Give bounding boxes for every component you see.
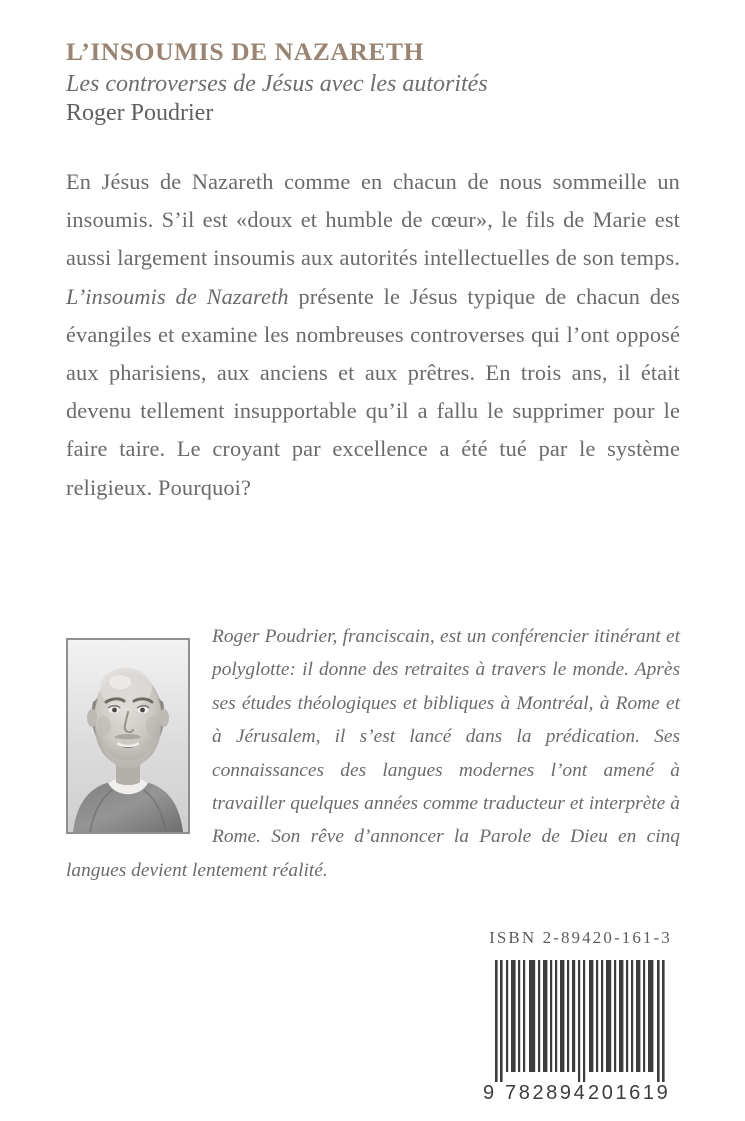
author-bio-text: Roger Poudrier, franciscain, est un conférencier itinérant et polyglotte: il donne des retraites à travers le monde. Après ses études théologiques et bibliques à Montréal, à Rome et à Jérusalem, il s’est lancé dans la prédication. Ses connaissances des langues modernes l’ont amené à travailler quelques années comme traducteur et interprète à Rome. Son rêve d’annoncer la Parole de Dieu en cinq langues devient lentement réalité.	[66, 626, 680, 881]
ean13-barcode	[481, 956, 678, 1106]
book-subtitle: Les controverses de Jésus avec les autorités	[66, 70, 488, 97]
isbn-barcode-area	[478, 928, 683, 1106]
barcode-digit-left: 9	[483, 1082, 495, 1104]
barcode-digits-middle: 782894	[505, 1082, 588, 1104]
blurb-italic-title: L’insoumis de Nazareth	[66, 283, 289, 309]
isbn-number: ISBN 2-89420-161-3	[489, 928, 672, 947]
blurb-text-part1: En Jésus de Nazareth comme en chacun de nous sommeille un insoumis. S’il est «doux et humble de cœur», le fils de Marie est aussi largement insoumis aux autorités intellectuelles de son temps.	[66, 169, 680, 271]
blurb-paragraph	[66, 163, 680, 507]
page-title: L’INSOUMIS DE NAZARETH	[66, 37, 424, 66]
author-bio-section	[66, 620, 680, 887]
portrait-illustration	[68, 640, 188, 832]
barcode-graphic	[481, 956, 678, 1106]
cover-header	[66, 38, 682, 128]
book-author-name: Roger Poudrier	[66, 99, 214, 126]
barcode-digits-right: 201619	[588, 1082, 671, 1104]
author-portrait-photo	[66, 638, 190, 834]
blurb-text-part2: présente le Jésus typique de chacun des évangiles et examine les nombreuses controverses qui l’ont opposé aux pharisiens, aux anciens et aux prêtres. En trois ans, il était devenu tellement insupportable qu’il a fallu le supprimer pour le faire taire. Le croyant par excellence a été tué par le système religieux. Pourquoi?	[66, 283, 680, 500]
